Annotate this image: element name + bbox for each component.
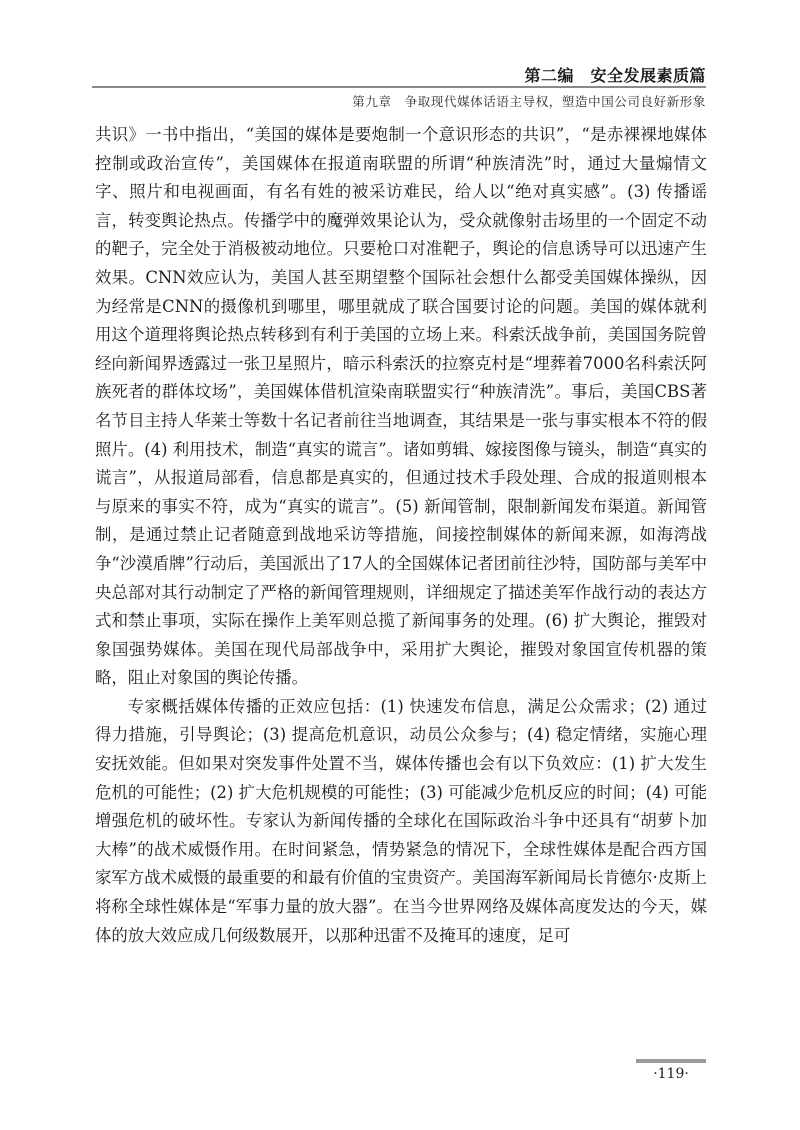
running-header-chapter-title: 第九章 争取现代媒体话语主导权，塑造中国公司良好新形象: [352, 94, 706, 109]
paragraph: 专家概括媒体传播的正效应包括：(1) 快速发布信息，满足公众需求；(2) 通过得力措施，引导舆论；(3) 提高危机意识，动员公众参与；(4) 稳定情绪，实施心理安抚效能。但如果对突发事件处置不当，媒体传播也会有以下负效应：(1) 扩大发生危机的可能性；(2) 扩大危机规模的可能性；(3) 可能减少危机反应的时间；(4) 可能增强危机的破坏性。专家认为新闻传播的全球化在国际政治斗争中还具有“胡萝卜加大棒”的战术威慑作用。在时间紧急，情势紧急的情况下，全球性媒体是配合西方国家军方战术威慑的最重要的和最有价值的宝贵资产。美国海军新闻局长肯德尔·皮斯上将称全球性媒体是“军事力量的放大器”。在当今世界网络及媒体高度发达的今天，媒体的放大效应成几何级数展开，以那种迅雷不及掩耳的速度，足可: [95, 696, 707, 945]
page-number: ·119·: [653, 1066, 689, 1082]
paragraph-continued: 共识》一书中指出，“美国的媒体是要炮制一个意识形态的共识”，“是赤裸裸地媒体控制或政治宣传”，美国媒体在报道南联盟的所谓“种族清洗”时，通过大量煽情文字、照片和电视画面，有名有姓的被采访难民，给人以“绝对真实感”。(3) 传播谣言，转变舆论热点。传播学中的魔弹效果论认为，受众就像射击场里的一个固定不动的靶子，完全处于消极被动地位。只要枪口对准靶子，舆论的信息诱导可以迅速产生效果。CNN效应认为，美国人甚至期望整个国际社会想什么都受美国媒体操纵，因为经常是CNN的摄像机到哪里，哪里就成了联合国要讨论的问题。美国的媒体就利用这个道理将舆论热点转移到有利于美国的立场上来。科索沃战争前，美国国务院曾经向新闻界透露过一张卫星照片，暗示科索沃的拉察克村是“埋葬着7000名科索沃阿族死者的群体坟场”，美国媒体借机渲染南联盟实行“种族清洗”。事后，美国CBS著名节目主持人华莱士等数十名记者前往当地调查，其结果是一张与事实根本不符的假照片。(4) 利用技术，制造“真实的谎言”。诸如剪辑、嫁接图像与镜头，制造“真实的谎言”，从报道局部看，信息都是真实的，但通过技术手段处理、合成的报道则根本与原来的事实不符，成为“真实的谎言”。(5) 新闻管制，限制新闻发布渠道。新闻管制，是通过禁止记者随意到战地采访等措施，间接控制媒体的新闻来源，如海湾战争“沙漠盾牌”行动后，美国派出了17人的全国媒体记者团前往沙特，国防部与美军中央总部对其行动制定了严格的新闻管理规则，详细规定了描述美军作战行动的表达方式和禁止事项，实际在操作上美军则总揽了新闻事务的处理。(6) 扩大舆论，摧毁对象国强势媒体。美国在现代局部战争中，采用扩大舆论，摧毁对象国宣传机器的策略，阻止对象国的舆论传播。: [95, 125, 707, 688]
running-header-part-title: 第二编 安全发展素质篇: [524, 66, 706, 85]
body-text: [95, 121, 707, 950]
footer-divider: [636, 1059, 706, 1063]
header-divider: [92, 86, 706, 88]
